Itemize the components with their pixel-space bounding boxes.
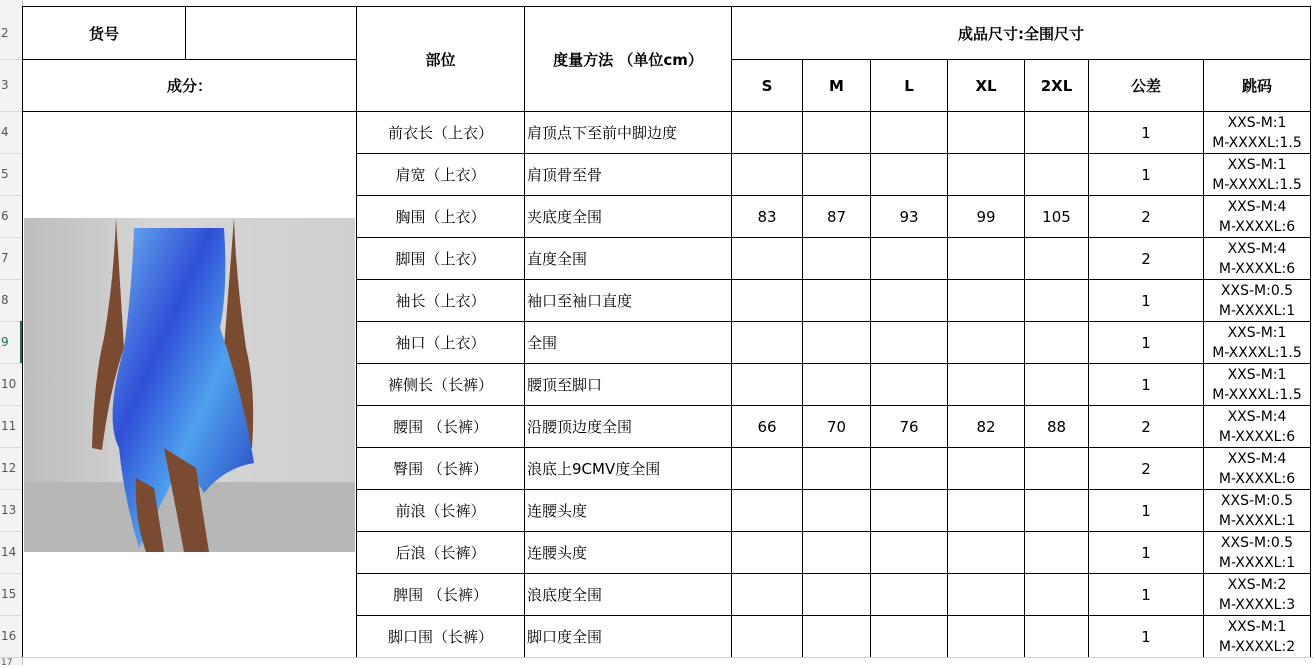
part-cell[interactable]: 脾围 （长裤） [357,574,525,616]
size-l-cell[interactable] [871,574,948,616]
size-spec-table [22,6,1311,658]
row-divider [0,573,22,574]
grade-line-2: M-XXXXL:1.5 [1212,134,1302,151]
row-divider [0,363,22,364]
row-number[interactable]: 6 [1,209,9,223]
size-header-l: L [871,60,948,112]
grade-line-2: M-XXXXL:1 [1218,302,1296,319]
part-cell[interactable]: 胸围（上衣） [357,196,525,238]
row-divider [0,615,22,616]
grade-line-2: M-XXXXL:6 [1218,260,1296,277]
grade-line-2: M-XXXXL:1.5 [1212,176,1302,193]
size-m-cell[interactable] [803,532,871,574]
tolerance-cell[interactable]: 1 [1089,154,1204,196]
size-l-cell[interactable] [871,532,948,574]
size-s-cell[interactable] [732,616,803,658]
size-2xl-cell[interactable] [1025,154,1089,196]
size-m-cell[interactable] [803,490,871,532]
tolerance-cell[interactable]: 1 [1089,490,1204,532]
row-number[interactable]: 7 [1,251,9,265]
size-2xl-cell[interactable] [1025,112,1089,154]
tolerance-cell[interactable]: 1 [1089,322,1204,364]
size-group-header: 成品尺寸:全围尺寸 [732,7,1311,60]
grade-cell[interactable] [1204,364,1311,406]
size-s-cell[interactable] [732,364,803,406]
size-m-cell[interactable] [803,574,871,616]
size-l-cell[interactable] [871,238,948,280]
size-header-2xl: 2XL [1025,60,1089,112]
tolerance-cell[interactable]: 1 [1089,364,1204,406]
grade-cell[interactable] [1204,448,1311,490]
size-xl-cell[interactable] [948,238,1025,280]
grade-cell[interactable] [1204,490,1311,532]
grade-cell[interactable] [1204,616,1311,658]
grade-line-1: XXS-M:1 [1227,156,1287,173]
part-header: 部位 [357,7,525,112]
size-header-s: S [732,60,803,112]
method-cell[interactable]: 沿腰顶边度全围 [525,406,732,448]
size-2xl-cell[interactable] [1025,616,1089,658]
size-2xl-cell[interactable]: 88 [1025,406,1089,448]
part-cell[interactable]: 腰围 （长裤） [357,406,525,448]
size-m-cell[interactable] [803,448,871,490]
size-xl-cell[interactable] [948,280,1025,322]
row-number[interactable]: 15 [1,587,17,601]
size-xl-cell[interactable] [948,112,1025,154]
method-cell[interactable]: 夹底度全围 [525,196,732,238]
size-2xl-cell[interactable]: 105 [1025,196,1089,238]
size-2xl-cell[interactable] [1025,532,1089,574]
grade-line-2: M-XXXXL:1.5 [1212,344,1302,361]
size-xl-cell[interactable] [948,532,1025,574]
size-s-cell[interactable] [732,532,803,574]
size-l-cell[interactable] [871,490,948,532]
tolerance-cell[interactable]: 2 [1089,196,1204,238]
size-xl-cell[interactable] [948,448,1025,490]
size-m-cell[interactable]: 87 [803,196,871,238]
tolerance-cell[interactable]: 1 [1089,616,1204,658]
row-number[interactable]: 12 [1,461,17,475]
size-xl-cell[interactable] [948,574,1025,616]
row-divider [0,447,22,448]
size-xl-cell[interactable] [948,322,1025,364]
grade-cell[interactable] [1204,112,1311,154]
grade-line-1: XXS-M:1 [1227,324,1287,341]
grade-line-1: XXS-M:1 [1227,366,1287,383]
row-number[interactable]: 10 [1,377,17,391]
row-number[interactable]: 17 [1,658,13,668]
grade-line-2: M-XXXXL:2 [1218,638,1296,655]
row-number[interactable]: 5 [1,167,9,181]
part-cell[interactable]: 肩宽（上衣） [357,154,525,196]
size-m-cell[interactable]: 70 [803,406,871,448]
size-m-cell[interactable] [803,322,871,364]
method-cell[interactable]: 连腰头度 [525,490,732,532]
row-number[interactable]: 2 [1,26,9,40]
part-cell[interactable]: 前浪（长裤） [357,490,525,532]
grade-line-2: M-XXXXL:6 [1218,428,1296,445]
row-divider [0,489,22,490]
size-l-cell[interactable] [871,364,948,406]
size-m-cell[interactable] [803,154,871,196]
part-cell[interactable]: 裤侧长（长裤） [357,364,525,406]
size-l-cell[interactable] [871,448,948,490]
part-cell[interactable]: 臀围 （长裤） [357,448,525,490]
size-header-xl: XL [948,60,1025,112]
composition-label: 成分： [23,60,357,112]
grade-cell[interactable] [1204,406,1311,448]
size-s-cell[interactable] [732,154,803,196]
size-2xl-cell[interactable] [1025,364,1089,406]
size-xl-cell[interactable]: 99 [948,196,1025,238]
grade-line-1: XXS-M:0.5 [1220,492,1294,509]
tolerance-cell[interactable]: 1 [1089,280,1204,322]
size-2xl-cell[interactable] [1025,490,1089,532]
row-number[interactable]: 14 [1,545,17,559]
size-2xl-cell[interactable] [1025,322,1089,364]
tolerance-cell[interactable]: 2 [1089,448,1204,490]
part-cell[interactable]: 脚口围（长裤） [357,616,525,658]
size-m-cell[interactable] [803,238,871,280]
size-s-cell[interactable]: 66 [732,406,803,448]
part-cell[interactable]: 袖长（上衣） [357,280,525,322]
size-xl-cell[interactable]: 82 [948,406,1025,448]
size-xl-cell[interactable] [948,616,1025,658]
size-l-cell[interactable] [871,322,948,364]
tolerance-cell[interactable]: 1 [1089,574,1204,616]
tolerance-cell[interactable]: 1 [1089,112,1204,154]
part-cell[interactable]: 脚围（上衣） [357,238,525,280]
grade-cell[interactable] [1204,574,1311,616]
grade-line-1: XXS-M:4 [1227,198,1287,215]
size-header-m: M [803,60,871,112]
row-number[interactable]: 8 [1,293,9,307]
grade-line-1: XXS-M:4 [1227,240,1287,257]
grade-cell[interactable] [1204,196,1311,238]
row-number[interactable]: 16 [1,629,17,643]
size-l-cell[interactable] [871,280,948,322]
grade-cell[interactable] [1204,154,1311,196]
item-no-cell[interactable] [186,7,357,60]
tolerance-cell[interactable]: 1 [1089,532,1204,574]
method-cell[interactable]: 直度全围 [525,238,732,280]
row-number-active[interactable]: 9 [0,321,22,363]
row-divider [0,405,22,406]
row-divider [0,153,22,154]
row-number[interactable]: 11 [1,419,17,433]
row-divider [0,531,22,532]
size-2xl-cell[interactable] [1025,448,1089,490]
row-divider [0,237,22,238]
method-cell[interactable]: 肩顶点下至前中脚边度 [525,112,732,154]
grade-line-1: XXS-M:0.5 [1220,534,1294,551]
size-l-cell[interactable]: 93 [871,196,948,238]
grade-line-1: XXS-M:1 [1227,114,1287,131]
grade-cell[interactable] [1204,280,1311,322]
grade-line-1: XXS-M:1 [1227,618,1287,635]
method-cell[interactable]: 袖口至袖口直度 [525,280,732,322]
size-l-cell[interactable]: 76 [871,406,948,448]
size-l-cell[interactable] [871,154,948,196]
method-cell[interactable]: 浪底上9CMV度全围 [525,448,732,490]
method-cell[interactable]: 腰顶至脚口 [525,364,732,406]
row-number[interactable]: 4 [1,125,9,139]
size-l-cell[interactable] [871,112,948,154]
size-s-cell[interactable] [732,238,803,280]
row-number[interactable]: 3 [1,78,9,92]
grade-cell[interactable] [1204,322,1311,364]
tolerance-cell[interactable]: 2 [1089,238,1204,280]
size-s-cell[interactable]: 83 [732,196,803,238]
grade-header: 跳码 [1204,60,1311,112]
method-header: 度量方法 （单位cm） [525,7,732,112]
grade-line-1: XXS-M:4 [1227,450,1287,467]
row-divider [0,111,22,112]
size-2xl-cell[interactable] [1025,238,1089,280]
grid-line [0,657,1314,658]
grade-line-1: XXS-M:2 [1227,576,1287,593]
size-m-cell[interactable] [803,616,871,658]
size-xl-cell[interactable] [948,364,1025,406]
grade-line-2: M-XXXXL:1.5 [1212,386,1302,403]
row-divider [0,59,22,60]
grade-cell[interactable] [1204,238,1311,280]
grade-line-2: M-XXXXL:1 [1218,512,1296,529]
size-2xl-cell[interactable] [1025,280,1089,322]
grade-line-1: XXS-M:4 [1227,408,1287,425]
size-m-cell[interactable] [803,112,871,154]
size-s-cell[interactable] [732,280,803,322]
row-divider [0,195,22,196]
tolerance-header: 公差 [1089,60,1204,112]
size-s-cell[interactable] [732,490,803,532]
dress-figure-illustration [24,218,355,552]
method-cell[interactable]: 肩顶骨至骨 [525,154,732,196]
grade-line-2: M-XXXXL:3 [1218,596,1296,613]
product-photo [24,218,355,552]
size-m-cell[interactable] [803,280,871,322]
size-xl-cell[interactable] [948,490,1025,532]
row-number[interactable]: 13 [1,503,17,517]
size-s-cell[interactable] [732,112,803,154]
item-no-label: 货号 [23,7,186,60]
method-cell[interactable]: 连腰头度 [525,532,732,574]
grade-line-2: M-XXXXL:1 [1218,554,1296,571]
grade-line-1: XXS-M:0.5 [1220,282,1294,299]
method-cell[interactable]: 全围 [525,322,732,364]
size-2xl-cell[interactable] [1025,574,1089,616]
part-cell[interactable]: 后浪（长裤） [357,532,525,574]
size-l-cell[interactable] [871,616,948,658]
size-s-cell[interactable] [732,322,803,364]
size-xl-cell[interactable] [948,154,1025,196]
size-m-cell[interactable] [803,364,871,406]
row-divider [0,279,22,280]
product-photo-cell [23,112,357,658]
size-s-cell[interactable] [732,448,803,490]
grade-line-2: M-XXXXL:6 [1218,470,1296,487]
tolerance-cell[interactable]: 2 [1089,406,1204,448]
grade-cell[interactable] [1204,532,1311,574]
part-cell[interactable]: 前衣长（上衣） [357,112,525,154]
grade-line-2: M-XXXXL:6 [1218,218,1296,235]
method-cell[interactable]: 浪底度全围 [525,574,732,616]
method-cell[interactable]: 脚口度全围 [525,616,732,658]
row-header-gutter [0,0,23,668]
size-s-cell[interactable] [732,574,803,616]
part-cell[interactable]: 袖口（上衣） [357,322,525,364]
